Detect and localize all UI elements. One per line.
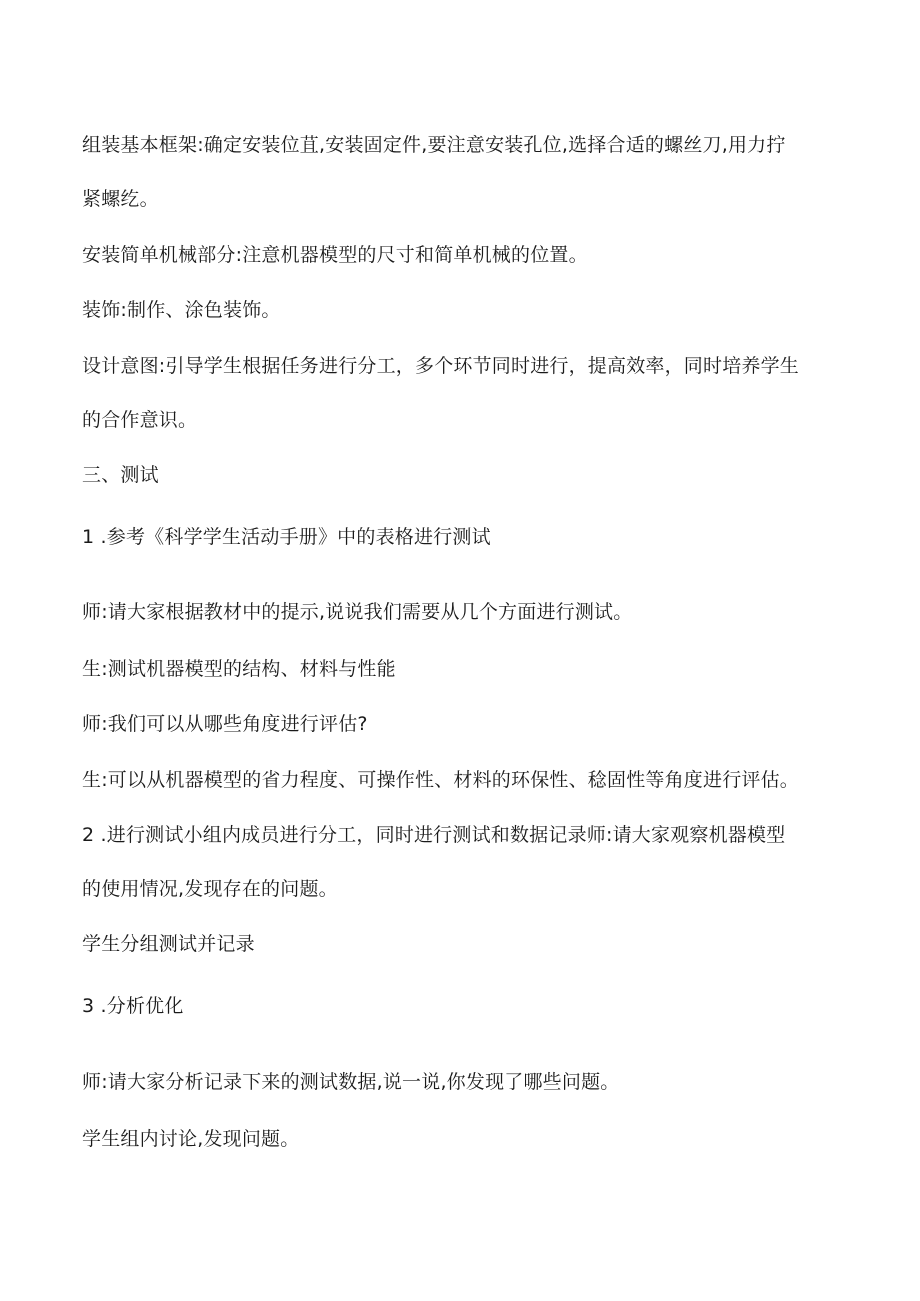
paragraph-assemble-frame-line2: 紧螺纥。 [82,188,159,210]
paragraph-assemble-frame-line1: 组装基本框架:确定安装位苴,安装固定件,要注意安装孔位,选择合适的螺丝刀,用力拧 [82,134,786,156]
paragraph-decoration: 装饰:制作、涂色装饰。 [82,299,281,321]
section-heading-test: 三、测试 [82,464,159,486]
paragraph-design-intent-line1: 设计意图:引导学生根据任务进行分工，多个环节同时进行，提高效率，同时培养学生 [82,355,800,377]
paragraph-student-discuss: 学生组内讨论,发现问题。 [82,1128,300,1150]
paragraph-student-2: 生:可以从机器模型的省力程度、可操作性、材料的环保性、稔固性等角度进行评估。 [82,769,800,791]
paragraph-install-mechanism: 安装简单机械部分:注意机器模型的尺寸和简单机械的位置。 [82,244,588,266]
paragraph-design-intent-line2: 的合作意识。 [82,409,198,431]
paragraph-teacher-3: 师:请大家分析记录下来的测试数据,说一说,你发现了哪些问题。 [82,1071,620,1093]
paragraph-student-1: 生:测试机器模型的结构、材料与性能 [82,658,396,680]
list-item-1: 1 .参考《科学学生活动手册》中的表格进行测试 [82,526,491,548]
list-item-2-line2: 的使用情况,发现存在的问题。 [82,878,338,900]
paragraph-student-group-test: 学生分组测试并记录 [82,933,255,955]
list-item-2-line1: 2 .进行测试小组内成员进行分工，同时进行测试和数据记录师:请大家观察机器模型 [82,824,786,846]
paragraph-teacher-1: 师:请大家根据教材中的提示,说说我们需要从几个方面进行测试。 [82,601,633,623]
list-item-3: 3 .分析优化 [82,995,184,1017]
paragraph-teacher-2: 师:我们可以从哪些角度进行评估? [82,713,368,735]
